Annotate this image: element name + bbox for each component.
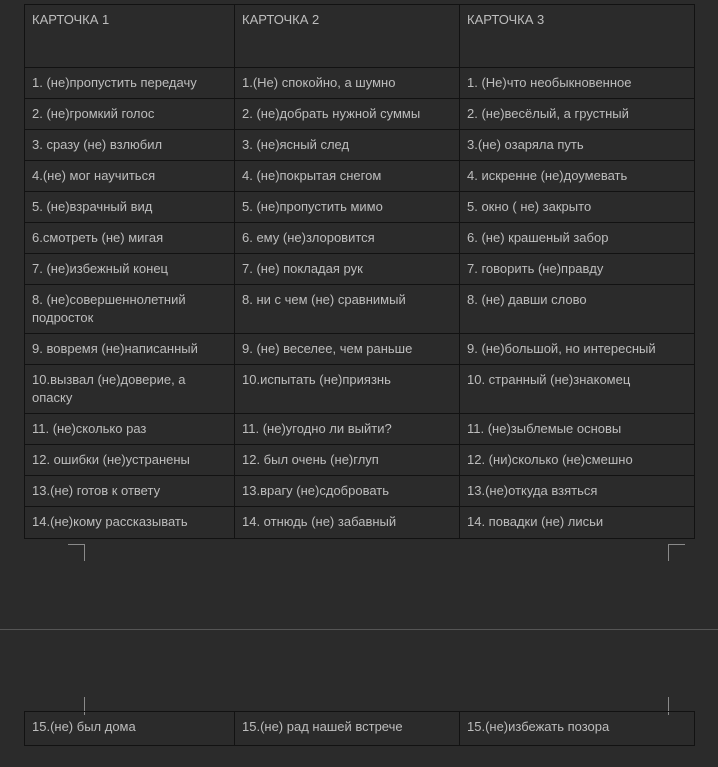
header-card-2: КАРТОЧКА 2 xyxy=(235,5,460,68)
table-cell: 1. (не)пропустить передачу xyxy=(25,68,235,99)
table-cell: 11. (не)зыблемые основы xyxy=(460,414,695,445)
table-row xyxy=(25,476,695,507)
table-cell: 7. говорить (не)правду xyxy=(460,254,695,285)
table-row xyxy=(25,161,695,192)
table-row xyxy=(25,507,695,539)
table-cell: 1. (Не)что необыкновенное xyxy=(460,68,695,99)
cards-table xyxy=(24,4,695,539)
table-row xyxy=(25,712,695,746)
table-cell: 11. (не)сколько раз xyxy=(25,414,235,445)
table-cell: 5. (не)пропустить мимо xyxy=(235,192,460,223)
table-cell: 6. (не) крашеный забор xyxy=(460,223,695,254)
table-row xyxy=(25,414,695,445)
table-cell: 4. (не)покрытая снегом xyxy=(235,161,460,192)
table-cell: 7. (не)избежный конец xyxy=(25,254,235,285)
table-cell: 8. (не) давши слово xyxy=(460,285,695,334)
table-row xyxy=(25,223,695,254)
table-cell: 2. (не)громкий голос xyxy=(25,99,235,130)
table-row xyxy=(25,334,695,365)
table-cell: 5. окно ( не) закрыто xyxy=(460,192,695,223)
page-break-divider xyxy=(0,629,718,630)
header-card-3: КАРТОЧКА 3 xyxy=(460,5,695,68)
table-row xyxy=(25,99,695,130)
table-cell: 12. ошибки (не)устранены xyxy=(25,445,235,476)
table-cell: 10.испытать (не)приязнь xyxy=(235,365,460,414)
table-cell: 12. (ни)сколько (не)смешно xyxy=(460,445,695,476)
table-cell: 9. (не) веселее, чем раньше xyxy=(235,334,460,365)
table-cell: 10. странный (не)знакомец xyxy=(460,365,695,414)
cards-table-continuation xyxy=(24,711,695,746)
table-cell: 15.(не)избежать позора xyxy=(460,712,695,746)
table-cell: 10.вызвал (не)доверие, а опаску xyxy=(25,365,235,414)
table-cell: 2. (не)добрать нужной суммы xyxy=(235,99,460,130)
table-cell: 2. (не)весёлый, а грустный xyxy=(460,99,695,130)
table-row xyxy=(25,365,695,414)
table-cell: 12. был очень (не)глуп xyxy=(235,445,460,476)
table-cell: 11. (не)угодно ли выйти? xyxy=(235,414,460,445)
table-cell: 9. (не)большой, но интересный xyxy=(460,334,695,365)
table-row xyxy=(25,285,695,334)
table-cell: 8. ни с чем (не) сравнимый xyxy=(235,285,460,334)
table-cell: 1.(Не) спокойно, а шумно xyxy=(235,68,460,99)
table-cell: 4.(не) мог научиться xyxy=(25,161,235,192)
table-cell: 6.смотреть (не) мигая xyxy=(25,223,235,254)
table-cell: 15.(не) рад нашей встрече xyxy=(235,712,460,746)
table-cell: 3. (не)ясный след xyxy=(235,130,460,161)
table-cell: 14. отнюдь (не) забавный xyxy=(235,507,460,539)
table-row xyxy=(25,68,695,99)
table-cell: 3.(не) озаряла путь xyxy=(460,130,695,161)
header-card-1: КАРТОЧКА 1 xyxy=(25,5,235,68)
table-row xyxy=(25,130,695,161)
header-row xyxy=(25,5,695,68)
table-cell: 14.(не)кому рассказывать xyxy=(25,507,235,539)
table-cell: 7. (не) покладая рук xyxy=(235,254,460,285)
corner-mark-left xyxy=(68,544,85,561)
table-row xyxy=(25,192,695,223)
table-row xyxy=(25,445,695,476)
corner-mark-right xyxy=(668,544,685,561)
table-cell: 5. (не)взрачный вид xyxy=(25,192,235,223)
table-cell: 9. вовремя (не)написанный xyxy=(25,334,235,365)
table-cell: 8. (не)совершеннолетний подросток xyxy=(25,285,235,334)
table-cell: 15.(не) был дома xyxy=(25,712,235,746)
table-cell: 3. сразу (не) взлюбил xyxy=(25,130,235,161)
table-cell: 6. ему (не)злоровится xyxy=(235,223,460,254)
table-cell: 14. повадки (не) лисьи xyxy=(460,507,695,539)
table-cell: 13.(не)откуда взяться xyxy=(460,476,695,507)
table-cell: 13.(не) готов к ответу xyxy=(25,476,235,507)
table-cell: 4. искренне (не)доумевать xyxy=(460,161,695,192)
table-cell: 13.врагу (не)сдобровать xyxy=(235,476,460,507)
table-row xyxy=(25,254,695,285)
